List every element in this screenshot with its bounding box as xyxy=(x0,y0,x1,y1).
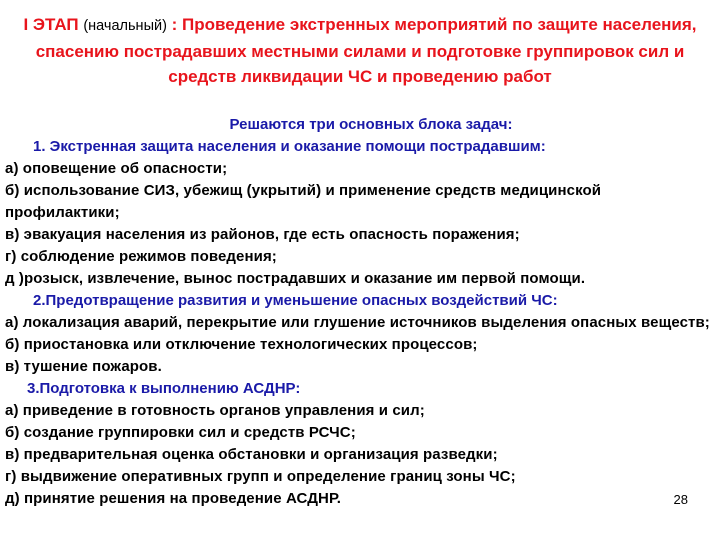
stage-label: I ЭТАП xyxy=(23,15,79,34)
block-1-item: б) использование СИЗ, убежищ (укрытий) и применение средств медицинской профилактики; xyxy=(5,182,602,221)
block-3-heading: 3.Подготовка к выполнению АСДНР: xyxy=(27,380,301,397)
lead-text: Решаются три основных блока задач: xyxy=(229,116,513,133)
block-3-item: а) приведение в готовность органов управления и сил; xyxy=(5,402,425,419)
title-text: : Проведение экстренных мероприятий по защите населения, спасению пострадавших местными силами и подготовке группировок сил и средств ликвидации ЧС и проведению работ xyxy=(35,15,697,86)
block-2-heading: 2.Предотвращение развития и уменьшение опасных воздействий ЧС: xyxy=(33,292,558,309)
block-1-item: в) эвакуация населения из районов, где есть опасность поражения; xyxy=(5,226,520,243)
block-3-item: г) выдвижение оперативных групп и определение границ зоны ЧС; xyxy=(5,468,516,485)
page-number: 28 xyxy=(673,492,688,507)
block-1-item: г) соблюдение режимов поведения; xyxy=(5,248,277,265)
slide-body xyxy=(5,114,717,510)
block-2-item: а) локализация аварий, перекрытие или глушение источников выделения опасных веществ; xyxy=(5,314,710,331)
block-1-heading: 1. Экстренная защита населения и оказание помощи пострадавшим: xyxy=(33,138,546,155)
block-3-item: д) принятие решения на проведение АСДНР. xyxy=(5,490,342,507)
stage-note: (начальный) xyxy=(83,18,167,34)
block-1-item: а) оповещение об опасности; xyxy=(5,160,228,177)
block-2-item: б) приостановка или отключение технологических процессов; xyxy=(5,336,478,353)
block-3-item: в) предварительная оценка обстановки и организация разведки; xyxy=(5,446,498,463)
block-2-item: в) тушение пожаров. xyxy=(5,358,162,375)
slide-title xyxy=(6,12,714,89)
block-1-item: д )розыск, извлечение, вынос пострадавших и оказание им первой помощи. xyxy=(5,270,586,287)
block-3-item: б) создание группировки сил и средств РСЧС; xyxy=(5,424,356,441)
